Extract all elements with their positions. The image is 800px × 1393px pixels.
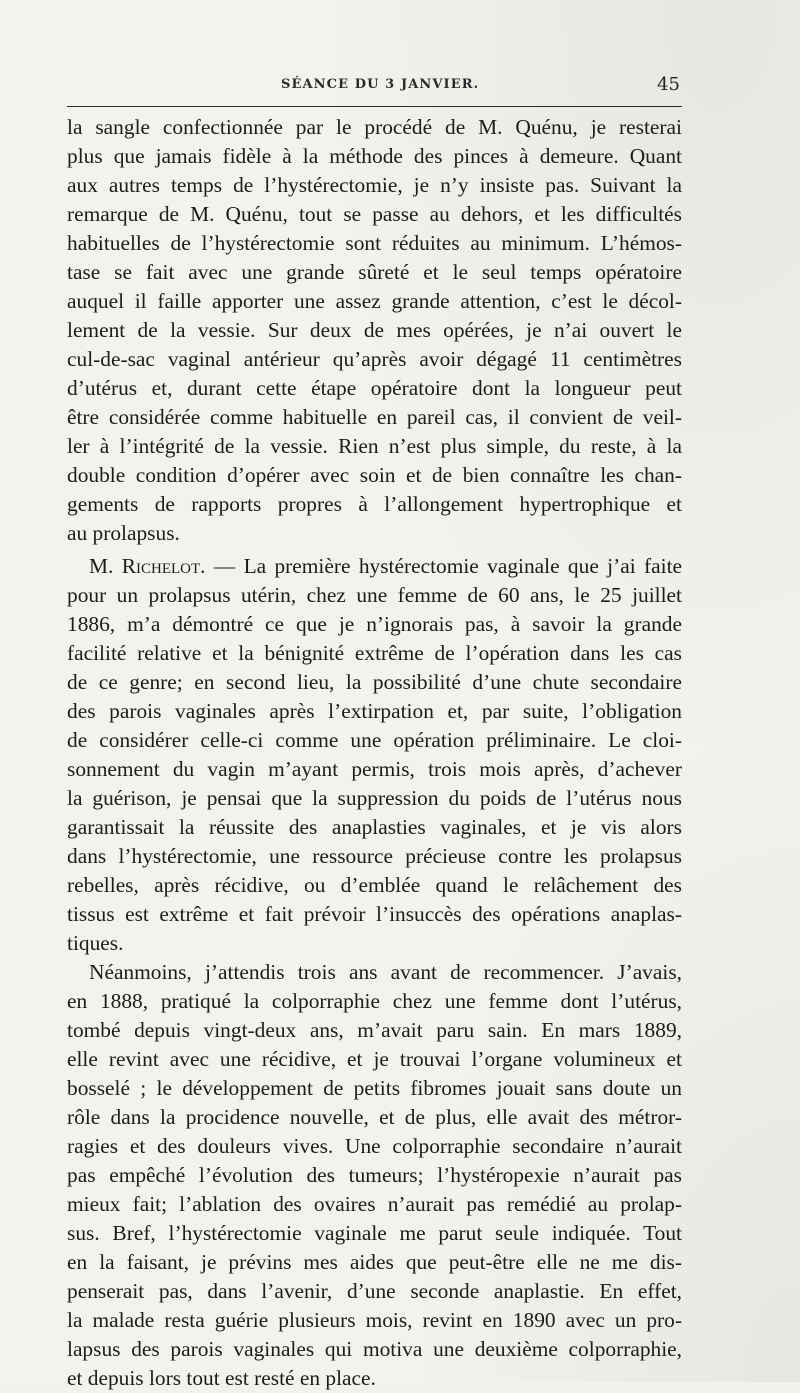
text-line: de considérer celle-ci comme une opération préliminaire. Le cloi- <box>67 728 682 752</box>
text-line: pas empêché l’évolution des tumeurs; l’hystéropexie n’aurait pas <box>67 1163 682 1187</box>
page-header <box>67 74 682 100</box>
body-text <box>67 113 682 1393</box>
paragraph-3 <box>67 958 682 1393</box>
text-line: la sangle confectionnée par le procédé de M. Quénu, je resterai <box>67 115 682 139</box>
text-line: double condition d’opérer avec soin et de bien connaître les chan- <box>67 463 682 487</box>
text-line: rebelles, après récidive, ou d’emblée quand le relâchement des <box>67 873 682 897</box>
text-line: des parois vaginales après l’extirpation et, par suite, l’obligation <box>67 699 682 723</box>
speaker-line-rest: . — La première hystérectomie vaginale que j’ai faite <box>200 554 683 578</box>
speaker-line <box>67 552 682 581</box>
text-line: de ce genre; en second lieu, la possibilité d’une chute secondaire <box>67 670 682 694</box>
paragraph-2 <box>67 552 682 958</box>
text-line: être considérée comme habituelle en pareil cas, il convient de veil- <box>67 405 682 429</box>
page-number: 45 <box>657 74 680 95</box>
text-line: rôle dans la procidence nouvelle, et de plus, elle avait des métror- <box>67 1105 682 1129</box>
text-line: aux autres temps de l’hystérectomie, je n’y insiste pas. Suivant la <box>67 173 682 197</box>
text-line: la malade resta guérie plusieurs mois, revint en 1890 avec un pro- <box>67 1308 682 1332</box>
text-line: la guérison, je pensai que la suppression du poids de l’utérus nous <box>67 786 682 810</box>
text-line: tase se fait avec une grande sûreté et le seul temps opératoire <box>67 260 682 284</box>
text-line: ler à l’intégrité de la vessie. Rien n’est plus simple, du reste, à la <box>67 434 682 458</box>
text-line: tombé depuis vingt-deux ans, m’avait paru sain. En mars 1889, <box>67 1018 682 1042</box>
text-line: sus. Bref, l’hystérectomie vaginale me parut seule indiquée. Tout <box>67 1221 682 1245</box>
running-head: SÉANCE DU 3 JANVIER. <box>281 77 480 92</box>
text-line: tissus est extrême et fait prévoir l’insuccès des opérations anaplas- <box>67 902 682 926</box>
text-line: en la faisant, je prévins mes aides que peut-être elle ne me dis- <box>67 1250 682 1274</box>
text-line: pour un prolapsus utérin, chez une femme de 60 ans, le 25 juillet <box>67 583 682 607</box>
paragraph-1 <box>67 113 682 548</box>
text-line: bosselé ; le développement de petits fibromes jouait sans doute un <box>67 1076 682 1100</box>
text-line: lement de la vessie. Sur deux de mes opérées, je n’ai ouvert le <box>67 318 682 342</box>
text-line: habituelles de l’hystérectomie sont réduites au minimum. L’hémos- <box>67 231 682 255</box>
text-line: 1886, m’a démontré ce que je n’ignorais pas, à savoir la grande <box>67 612 682 636</box>
text-line: remarque de M. Quénu, tout se passe au dehors, et les difficultés <box>67 202 682 226</box>
text-line: et depuis lors tout est resté en place. <box>67 1366 376 1390</box>
header-rule <box>67 106 682 107</box>
text-line: d’utérus et, durant cette étape opératoire dont la longueur peut <box>67 376 682 400</box>
text-line: ragies et des douleurs vives. Une colporraphie secondaire n’aurait <box>67 1134 682 1158</box>
text-line: auquel il faille apporter une assez grande attention, c’est le décol- <box>67 289 682 313</box>
text-line: plus que jamais fidèle à la méthode des pinces à demeure. Quant <box>67 144 682 168</box>
text-line: gements de rapports propres à l’allongement hypertrophique et <box>67 492 682 516</box>
text-line: garantissait la réussite des anaplasties vaginales, et je vis alors <box>67 815 682 839</box>
text-line: tiques. <box>67 931 124 955</box>
speaker-name: Richelot <box>121 554 201 578</box>
text-line: penserait pas, dans l’avenir, d’une seconde anaplastie. En effet, <box>67 1279 682 1303</box>
text-line: au prolapsus. <box>67 521 180 545</box>
text-line: lapsus des parois vaginales qui motiva une deuxième colporraphie, <box>67 1337 682 1361</box>
text-line: en 1888, pratiqué la colporraphie chez une femme dont l’utérus, <box>67 989 682 1013</box>
text-line: facilité relative et la bénignité extrême de l’opération dans les cas <box>67 641 682 665</box>
text-line: cul-de-sac vaginal antérieur qu’après avoir dégagé 11 centimètres <box>67 347 682 371</box>
text-line: sonnement du vagin m’ayant permis, trois mois après, d’achever <box>67 757 682 781</box>
text-line: mieux fait; l’ablation des ovaires n’aurait pas remédié au prolap- <box>67 1192 682 1216</box>
text-line: Néanmoins, j’attendis trois ans avant de recommencer. J’avais, <box>89 960 682 984</box>
speaker-prefix: M. <box>89 554 122 578</box>
text-line: elle revint avec une récidive, et je trouvai l’organe volumineux et <box>67 1047 682 1071</box>
text-line: dans l’hystérectomie, une ressource précieuse contre les prolapsus <box>67 844 682 868</box>
